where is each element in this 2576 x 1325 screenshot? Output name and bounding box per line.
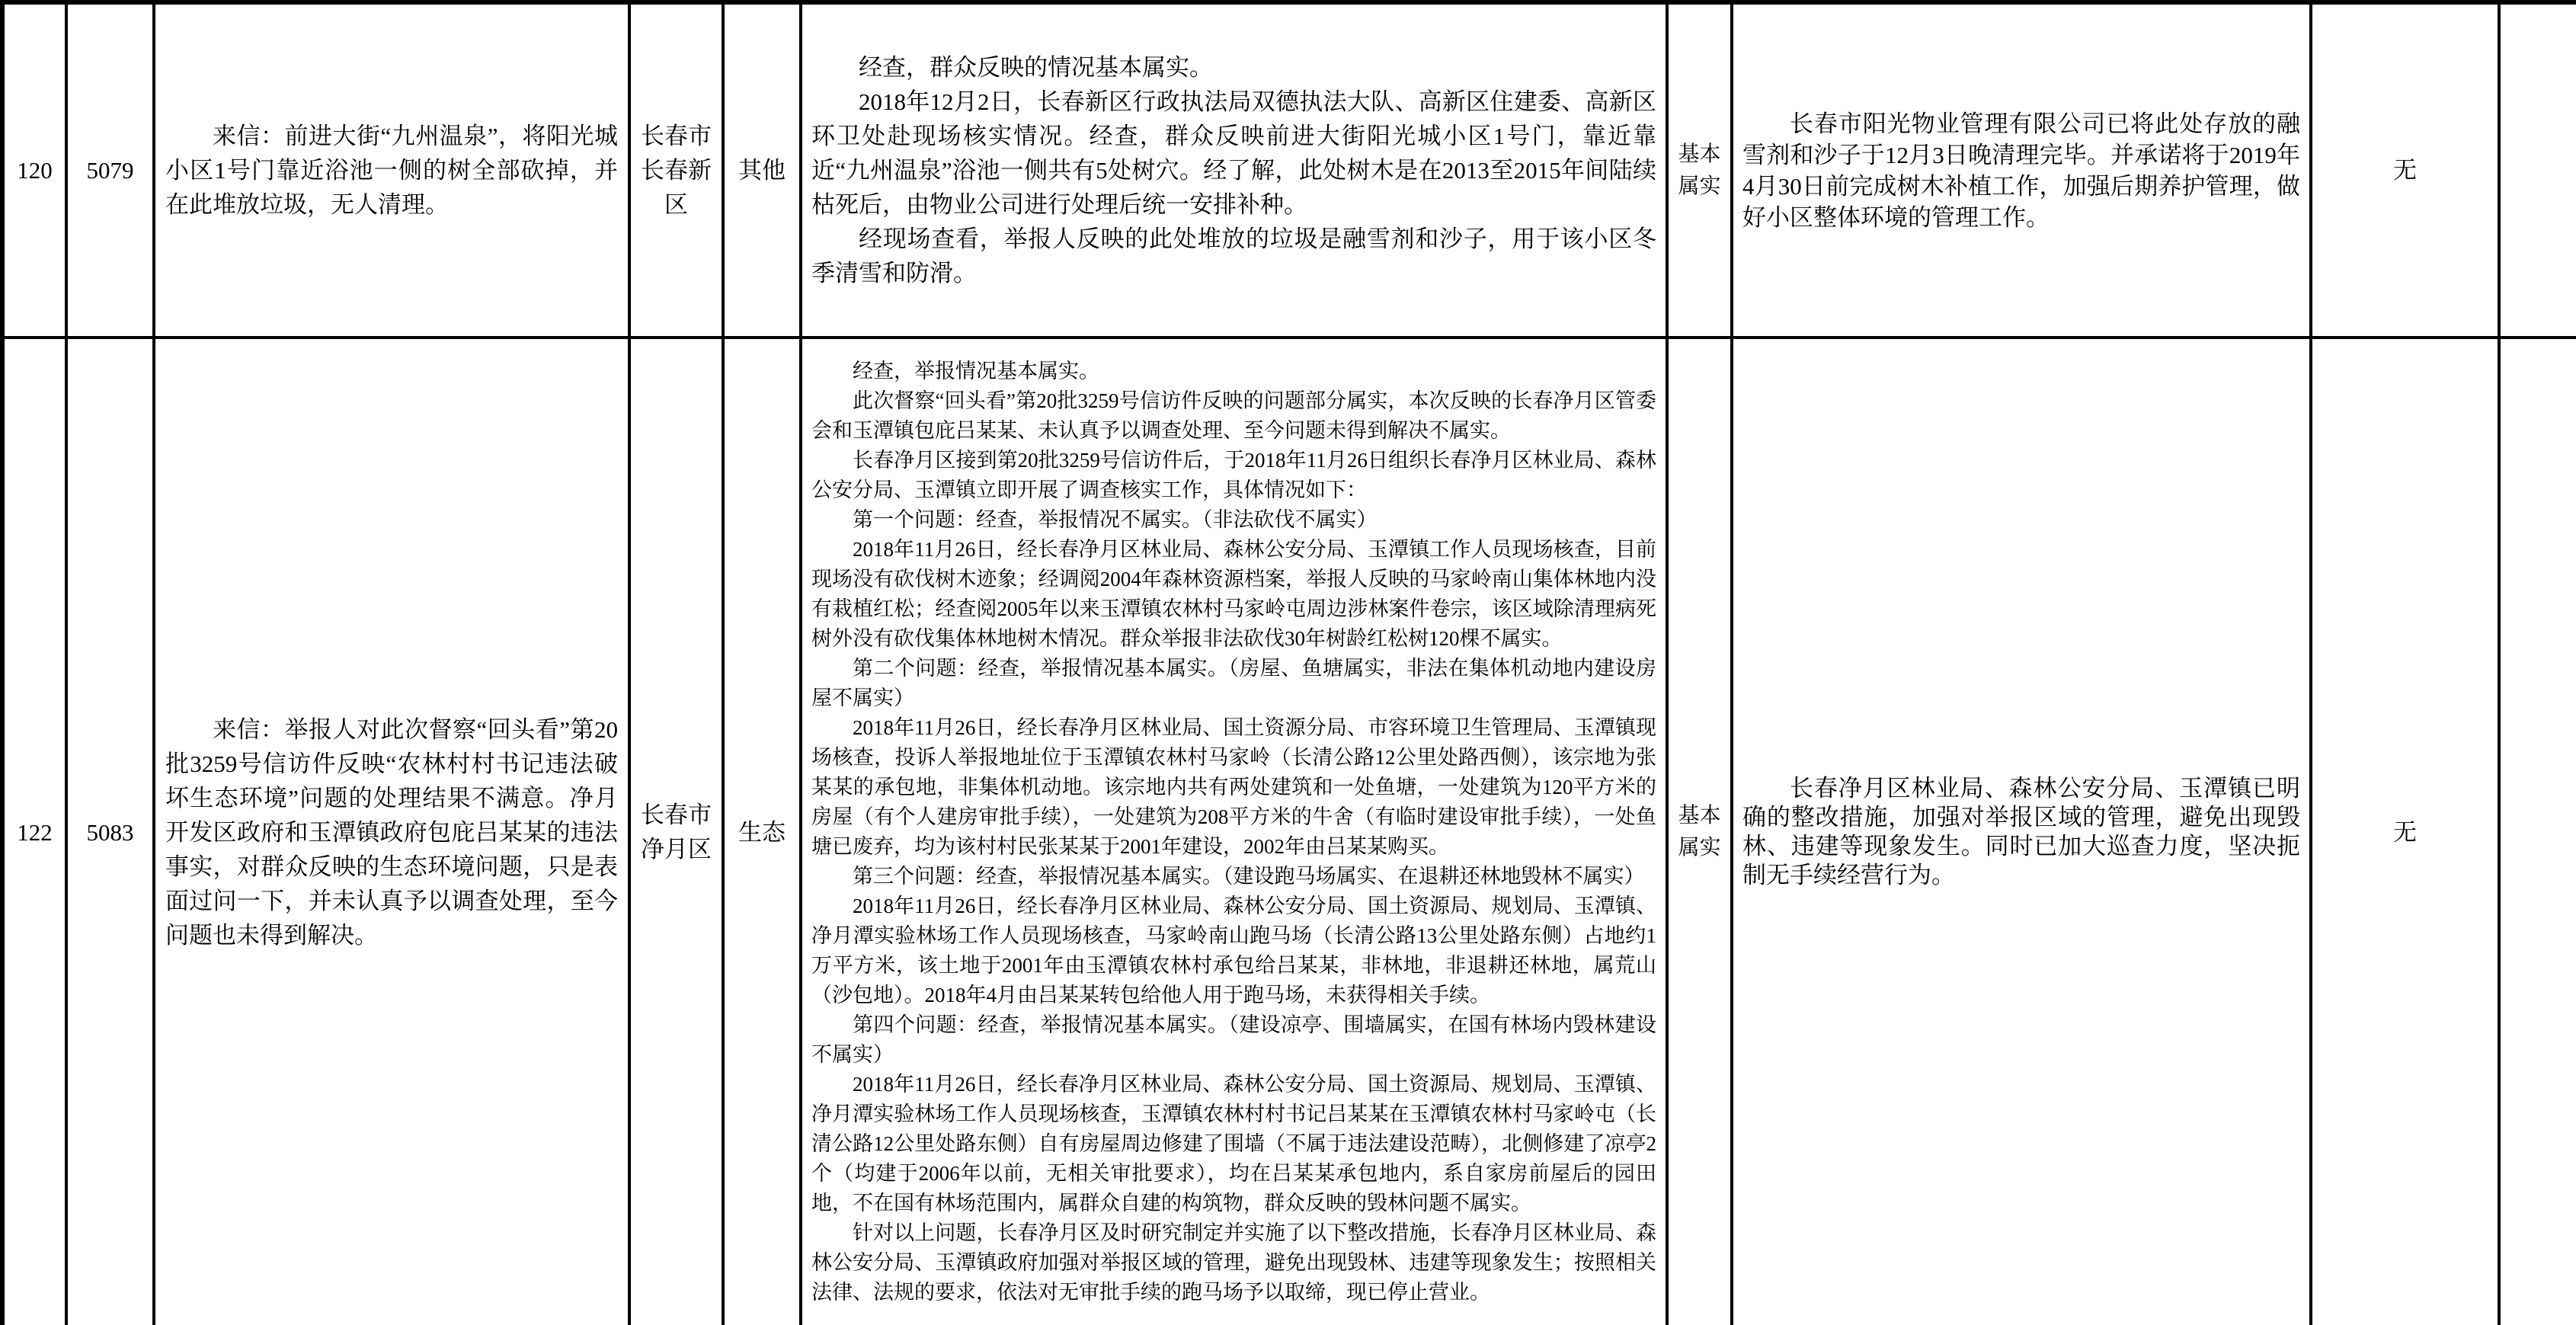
investigation-paragraph: 2018年11月26日，经长春净月区林业局、国土资源分局、市容环境卫生管理局、玉潭镇现场核查，投诉人举报地址位于玉潭镇农林村马家岭（长清公路12公里处路西侧），该宗地为张某某的承包地，非集体机动地。该宗地内共有两处建筑和一处鱼塘，一处建筑为120平方米的房屋（有个人建房审批手续），一处建筑为208平方米的牛舍（有临时建设审批手续），一处鱼塘已废弃，均为该村村民张某某于2001年建设，2002年由吕某某购买。 xyxy=(811,716,1656,858)
investigation-paragraph: 2018年11月26日，经长春净月区林业局、森林公安分局、国土资源局、规划局、玉潭镇、净月潭实验林场工作人员现场核查，马家岭南山跑马场（长清公路13公里处路东侧）占地约1万平方米，该土地于2001年由玉潭镇农林村承包给吕某某，非林地，非退耕还林地，属荒山（沙包地）。2018年4月由吕某某转包给他人用于跑马场，未获得相关手续。 xyxy=(811,895,1656,1007)
investigation-paragraph: 经查，群众反映的情况基本属实。 xyxy=(859,54,1213,81)
handling-cell xyxy=(1732,2,2311,338)
category-cell: 生态 xyxy=(723,338,801,1325)
investigation-paragraph: 经查，举报情况基本属实。 xyxy=(853,360,1099,382)
handling-text: 长春净月区林业局、森林公安分局、玉潭镇已明确的整改措施，加强对举报区域的管理，避免出现毁林、违建等现象发生。同时已加大巡查力度，坚决扼制无手续经营行为。 xyxy=(1742,775,2300,888)
investigation-paragraph: 针对以上问题，长春净月区及时研究制定并实施了以下整改措施，长春净月区林业局、森林公安分局、玉潭镇政府加强对举报区域的管理，避免出现毁林、违建等现象发生；按照相关法律、法规的要求，依法对无审批手续的跑马场予以取缔，现已停止营业。 xyxy=(811,1221,1656,1304)
investigation-paragraph: 此次督察“回头看”第20批3259号信访件反映的问题部分属实，本次反映的长春净月区管委会和玉潭镇包庇吕某某、未认真予以调查处理、至今问题未得到解决不属实。 xyxy=(811,389,1656,442)
seq-cell: 120 xyxy=(2,2,66,338)
accountability-cell: 无 xyxy=(2311,338,2499,1325)
handling-text: 长春市阳光物业管理有限公司已将此处存放的融雪剂和沙子于12月3日晚清理完毕。并承诺将于2019年4月30日前完成树木补植工作，加强后期养护管理，做好小区整体环境的管理工作。 xyxy=(1742,110,2300,231)
region-cell: 长春市长春新区 xyxy=(629,2,723,338)
verdict-cell: 基本属实 xyxy=(1667,2,1732,338)
investigation-paragraph: 经现场查看，举报人反映的此处堆放的垃圾是融雪剂和沙子，用于该小区冬季清雪和防滑。 xyxy=(811,226,1656,286)
accountability-cell: 无 xyxy=(2311,2,2499,338)
category-cell: 其他 xyxy=(723,2,801,338)
table-row xyxy=(2,2,2576,338)
investigation-cell xyxy=(801,338,1667,1325)
complaint-text: 来信：举报人对此次督察“回头看”第20批3259号信访件反映“农林村村书记违法破坏生态环境”问题的处理结果不满意。净月开发区政府和玉潭镇政府包庇吕某某的违法事实，对群众反映的生态环境问题，只是表面过问一下，并未认真予以调查处理，至今问题也未得到解决。 xyxy=(165,715,618,949)
investigation-paragraph: 第三个问题：经查，举报情况基本属实。（建设跑马场属实、在退耕还林地毁林不属实） xyxy=(853,865,1645,888)
investigation-paragraph: 2018年11月26日，经长春净月区林业局、森林公安分局、玉潭镇工作人员现场核查，目前现场没有砍伐树木迹象；经调阅2004年森林资源档案，举报人反映的马家岭南山集体林地内没有栽植红松；经查阅2005年以来玉潭镇农林村马家岭屯周边涉林案件卷宗，该区域除清理病死树外没有砍伐集体林地树木情况。群众举报非法砍伐30年树龄红松树120棵不属实。 xyxy=(811,538,1656,650)
region-cell: 长春市净月区 xyxy=(629,338,723,1325)
case-number-cell: 5083 xyxy=(66,338,154,1325)
investigation-paragraph: 长春净月区接到第20批3259号信访件后，于2018年11月26日组织长春净月区林业局、森林公安分局、玉潭镇立即开展了调查核实工作，具体情况如下： xyxy=(811,449,1656,501)
investigation-paragraph: 第四个问题：经查，举报情况基本属实。（建设凉亭、围墙属实，在国有林场内毁林建设不属实） xyxy=(811,1013,1656,1066)
seq-cell: 122 xyxy=(2,338,66,1325)
investigation-paragraph: 2018年12月2日，长春新区行政执法局双德执法大队、高新区住建委、高新区环卫处赴现场核实情况。经查，群众反映前进大街阳光城小区1号门，靠近靠近“九州温泉”浴池一侧共有5处树穴。经了解，此处树木是在2013至2015年间陆续枯死后，由物业公司进行处理后统一安排补种。 xyxy=(811,88,1656,218)
investigation-paragraph: 第一个问题：经查，举报情况不属实。（非法砍伐不属实） xyxy=(853,508,1378,531)
investigation-cell xyxy=(801,2,1667,338)
investigation-paragraph: 第二个问题：经查，举报情况基本属实。（房屋、鱼塘属实，非法在集体机动地内建设房屋不属实） xyxy=(811,657,1656,709)
complaint-cell xyxy=(154,338,629,1325)
handling-cell xyxy=(1732,338,2311,1325)
remark-cell xyxy=(2499,2,2576,338)
complaint-text: 来信：前进大街“九州温泉”，将阳光城小区1号门靠近浴池一侧的树全部砍掉，并在此堆放垃圾，无人清理。 xyxy=(165,123,618,218)
case-number-cell: 5079 xyxy=(66,2,154,338)
table-row xyxy=(2,338,2576,1325)
remark-cell xyxy=(2499,338,2576,1325)
verdict-cell: 基本属实 xyxy=(1667,338,1732,1325)
investigation-paragraph: 2018年11月26日，经长春净月区林业局、森林公安分局、国土资源局、规划局、玉潭镇、净月潭实验林场工作人员现场核查，玉潭镇农林村村书记吕某某在玉潭镇农林村马家岭屯（长清公路12公里处路东侧）自有房屋周边修建了围墙（不属于违法建设范畴），北侧修建了凉亭2个（均建于2006年以前，无相关审批要求），均在吕某某承包地内，系自家房前屋后的园田地，不在国有林场范围内，属群众自建的构筑物，群众反映的毁林问题不属实。 xyxy=(811,1073,1656,1215)
complaint-cell xyxy=(154,2,629,338)
